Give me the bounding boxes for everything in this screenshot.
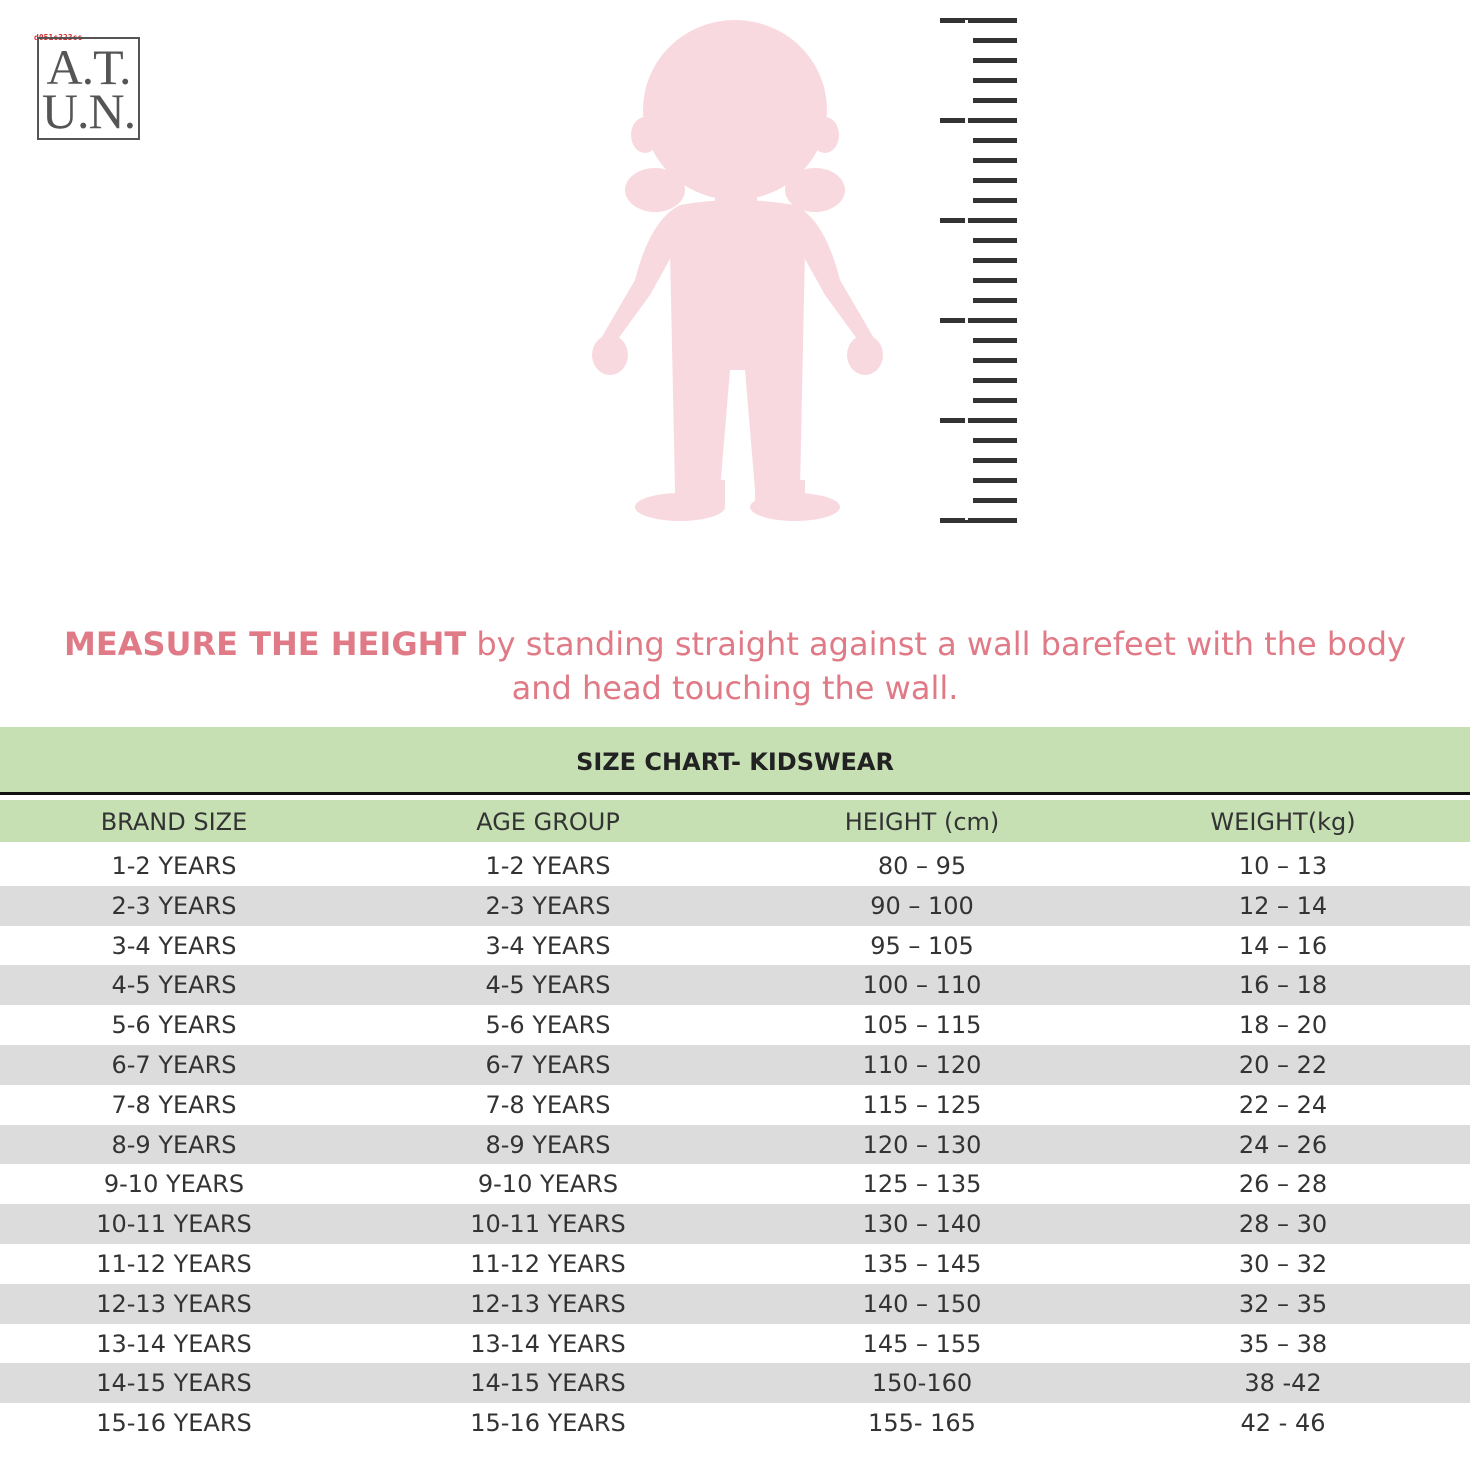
cell-brand-size: 8-9 YEARS bbox=[111, 1130, 237, 1159]
cell-height: 90 – 100 bbox=[870, 891, 974, 920]
ruler-minor-tick bbox=[973, 478, 1017, 483]
table-row bbox=[0, 886, 1470, 926]
cell-age-group: 7-8 YEARS bbox=[485, 1090, 611, 1119]
cell-height: 140 – 150 bbox=[862, 1289, 982, 1318]
measure-instruction bbox=[60, 622, 1410, 710]
cell-height: 130 – 140 bbox=[862, 1210, 982, 1239]
cell-age-group: 6-7 YEARS bbox=[485, 1050, 611, 1079]
header-age-group: AGE GROUP bbox=[476, 808, 620, 836]
instruction-text: by standing straight against a wall barefeet with the body and head touching the wall. bbox=[466, 625, 1406, 707]
cell-weight: 42 - 46 bbox=[1240, 1409, 1326, 1438]
cell-age-group: 13-14 YEARS bbox=[470, 1329, 626, 1358]
cell-height: 155- 165 bbox=[868, 1409, 976, 1438]
ruler-minor-tick bbox=[973, 458, 1017, 463]
cell-weight: 20 – 22 bbox=[1238, 1050, 1328, 1079]
cell-weight: 38 -42 bbox=[1244, 1369, 1322, 1398]
ruler-minor-tick bbox=[973, 58, 1017, 63]
ruler-major-tick bbox=[940, 418, 1017, 423]
ruler-minor-tick bbox=[973, 358, 1017, 363]
size-table-body bbox=[0, 846, 1470, 1443]
cell-weight: 16 – 18 bbox=[1238, 971, 1328, 1000]
cell-height: 145 – 155 bbox=[862, 1329, 982, 1358]
cell-age-group: 15-16 YEARS bbox=[470, 1409, 626, 1438]
table-row bbox=[0, 1363, 1470, 1403]
ruler-minor-tick bbox=[973, 438, 1017, 443]
cell-brand-size: 5-6 YEARS bbox=[111, 1011, 237, 1040]
table-row bbox=[0, 926, 1470, 966]
table-header-row bbox=[0, 800, 1470, 842]
cell-height: 115 – 125 bbox=[862, 1090, 982, 1119]
cell-age-group: 9-10 YEARS bbox=[477, 1170, 619, 1199]
cell-weight: 10 – 13 bbox=[1238, 852, 1328, 880]
ruler-minor-tick bbox=[973, 158, 1017, 163]
cell-age-group: 5-6 YEARS bbox=[485, 1011, 611, 1040]
logo-line-1: A.T. bbox=[46, 39, 131, 95]
logo-tag: d051c323cc bbox=[34, 33, 83, 42]
ruler-spine bbox=[965, 20, 968, 520]
ruler-major-tick bbox=[940, 218, 1017, 223]
ruler-minor-tick bbox=[973, 338, 1017, 343]
ruler-minor-tick bbox=[973, 378, 1017, 383]
ruler-major-tick bbox=[940, 518, 1017, 523]
logo-line-2: U.N. bbox=[41, 83, 136, 139]
child-silhouette-icon bbox=[580, 10, 900, 530]
ruler-minor-tick bbox=[973, 178, 1017, 183]
cell-brand-size: 14-15 YEARS bbox=[96, 1369, 252, 1398]
cell-brand-size: 15-16 YEARS bbox=[96, 1409, 252, 1438]
cell-brand-size: 10-11 YEARS bbox=[96, 1210, 252, 1239]
table-row bbox=[0, 965, 1470, 1005]
cell-brand-size: 6-7 YEARS bbox=[111, 1050, 237, 1079]
cell-age-group: 12-13 YEARS bbox=[470, 1289, 626, 1318]
cell-weight: 32 – 35 bbox=[1238, 1289, 1328, 1318]
header-brand-size: BRAND SIZE bbox=[100, 808, 248, 836]
cell-age-group: 3-4 YEARS bbox=[485, 931, 611, 960]
table-row bbox=[0, 1125, 1470, 1165]
cell-weight: 26 – 28 bbox=[1238, 1170, 1328, 1199]
height-ruler-icon bbox=[935, 10, 1025, 530]
cell-age-group: 1-2 YEARS bbox=[485, 852, 611, 880]
header-weight: WEIGHT(kg) bbox=[1210, 808, 1356, 836]
cell-brand-size: 13-14 YEARS bbox=[96, 1329, 252, 1358]
cell-weight: 18 – 20 bbox=[1238, 1011, 1328, 1040]
ruler-minor-tick bbox=[973, 78, 1017, 83]
ruler-minor-tick bbox=[973, 298, 1017, 303]
cell-age-group: 10-11 YEARS bbox=[470, 1210, 626, 1239]
ruler-minor-tick bbox=[973, 138, 1017, 143]
cell-brand-size: 7-8 YEARS bbox=[111, 1090, 237, 1119]
ruler-minor-tick bbox=[973, 238, 1017, 243]
size-chart-title: SIZE CHART- KIDSWEAR bbox=[0, 727, 1470, 795]
cell-age-group: 4-5 YEARS bbox=[485, 971, 611, 1000]
cell-weight: 22 – 24 bbox=[1238, 1090, 1328, 1119]
cell-brand-size: 2-3 YEARS bbox=[111, 891, 237, 920]
cell-height: 95 – 105 bbox=[870, 931, 974, 960]
instruction-emphasis: MEASURE THE HEIGHT bbox=[64, 625, 467, 663]
cell-weight: 14 – 16 bbox=[1238, 931, 1328, 960]
header-height: HEIGHT (cm) bbox=[844, 808, 1000, 836]
ruler-minor-tick bbox=[973, 198, 1017, 203]
ruler-major-tick bbox=[940, 118, 1017, 123]
ruler-major-tick bbox=[940, 318, 1017, 323]
cell-brand-size: 3-4 YEARS bbox=[111, 931, 237, 960]
cell-brand-size: 12-13 YEARS bbox=[96, 1289, 252, 1318]
ruler-minor-tick bbox=[973, 38, 1017, 43]
table-row bbox=[0, 1005, 1470, 1045]
ruler-minor-tick bbox=[973, 278, 1017, 283]
cell-height: 125 – 135 bbox=[862, 1170, 982, 1199]
table-row bbox=[0, 1204, 1470, 1244]
cell-weight: 12 – 14 bbox=[1238, 891, 1328, 920]
cell-weight: 28 – 30 bbox=[1238, 1210, 1328, 1239]
cell-height: 150-160 bbox=[871, 1369, 973, 1398]
table-row bbox=[0, 1403, 1470, 1443]
table-row bbox=[0, 846, 1470, 886]
table-row bbox=[0, 1284, 1470, 1324]
table-row bbox=[0, 1164, 1470, 1204]
brand-logo bbox=[37, 37, 140, 140]
ruler-minor-tick bbox=[973, 498, 1017, 503]
table-row bbox=[0, 1324, 1470, 1364]
cell-height: 105 – 115 bbox=[862, 1011, 982, 1040]
cell-height: 100 – 110 bbox=[862, 971, 982, 1000]
table-row bbox=[0, 1244, 1470, 1284]
cell-height: 110 – 120 bbox=[862, 1050, 982, 1079]
ruler-minor-tick bbox=[973, 98, 1017, 103]
cell-age-group: 2-3 YEARS bbox=[485, 891, 611, 920]
cell-weight: 30 – 32 bbox=[1238, 1249, 1328, 1278]
cell-height: 80 – 95 bbox=[877, 852, 967, 880]
cell-brand-size: 9-10 YEARS bbox=[103, 1170, 245, 1199]
cell-age-group: 11-12 YEARS bbox=[470, 1249, 626, 1278]
cell-brand-size: 11-12 YEARS bbox=[96, 1249, 252, 1278]
cell-brand-size: 1-2 YEARS bbox=[111, 852, 237, 880]
table-row bbox=[0, 1085, 1470, 1125]
cell-weight: 24 – 26 bbox=[1238, 1130, 1328, 1159]
cell-age-group: 14-15 YEARS bbox=[470, 1369, 626, 1398]
cell-height: 135 – 145 bbox=[862, 1249, 982, 1278]
cell-brand-size: 4-5 YEARS bbox=[111, 971, 237, 1000]
ruler-major-tick bbox=[940, 18, 1017, 23]
ruler-minor-tick bbox=[973, 258, 1017, 263]
cell-age-group: 8-9 YEARS bbox=[485, 1130, 611, 1159]
cell-height: 120 – 130 bbox=[862, 1130, 982, 1159]
ruler-minor-tick bbox=[973, 398, 1017, 403]
cell-weight: 35 – 38 bbox=[1238, 1329, 1328, 1358]
table-row bbox=[0, 1045, 1470, 1085]
